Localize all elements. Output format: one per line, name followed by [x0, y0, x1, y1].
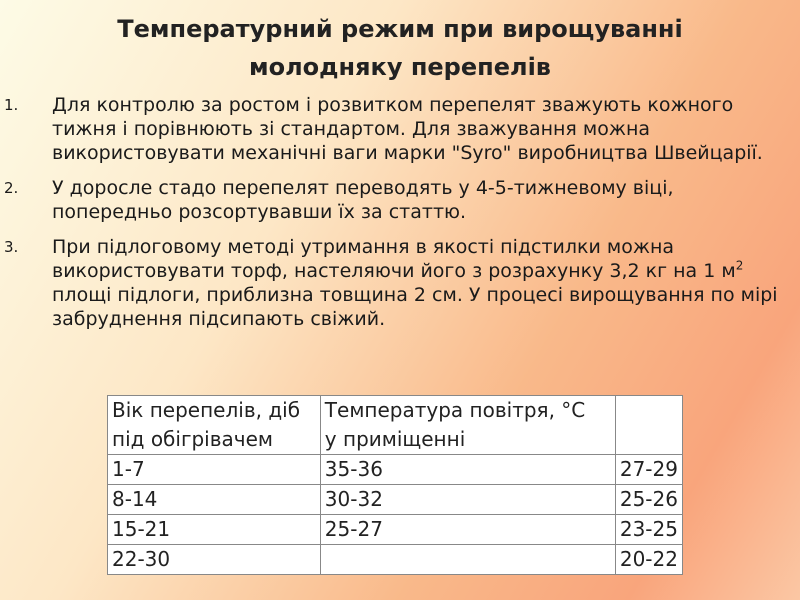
superscript: 2 [735, 258, 744, 273]
table-cell: 35-36 [320, 455, 615, 485]
list-item [0, 235, 800, 331]
slide-title [0, 10, 800, 86]
table-cell: 15-21 [108, 515, 321, 545]
list-item [0, 93, 800, 165]
header-cell-temperature [320, 396, 615, 455]
table-cell: 20-22 [615, 545, 682, 575]
table-row [108, 545, 683, 575]
list-item-text: Для контролю за ростом і розвитком перепелят зважують кожного тижня і порівнюють зі стандартом. Для зважування можна використовувати механічні ваги марки "Syro" виробництва Швейцарії. [52, 94, 763, 164]
list-item-number: 1. [4, 96, 19, 114]
table-cell: 27-29 [615, 455, 682, 485]
header-cell-empty [615, 396, 682, 455]
list-item-text-part: площі підлоги, приблизна товщина 2 см. У процесі вирощування по мірі забруднення підсипають свіжий. [52, 284, 778, 330]
header-cell-line: під обігрівачем [112, 427, 273, 451]
table-row [108, 485, 683, 515]
table-cell: 8-14 [108, 485, 321, 515]
list-item-number: 2. [4, 179, 19, 197]
header-cell-line: Температура повітря, °С [324, 398, 586, 422]
table-cell [320, 545, 615, 575]
list-item-text-part: При підлоговому методі утримання в якості підстилки можна використовувати торф, настеляючи його з розрахунку 3,2 кг на 1 м [52, 236, 736, 282]
table-cell: 23-25 [615, 515, 682, 545]
list-item-number: 3. [4, 238, 19, 256]
table-cell: 25-26 [615, 485, 682, 515]
temperature-table [107, 395, 683, 575]
header-cell-age [108, 396, 321, 455]
table-cell: 25-27 [320, 515, 615, 545]
numbered-list [0, 93, 800, 331]
title-line-1: Температурний режим при вирощуванні [117, 15, 683, 43]
title-line-2: молодняку перепелів [248, 53, 551, 81]
table-cell: 30-32 [320, 485, 615, 515]
list-item-text: У доросле стадо перепелят переводять у 4-5-тижневому віці, попередньо розсортувавши їх за статтю. [52, 177, 674, 223]
header-cell-line: у приміщенні [324, 427, 466, 451]
list-item-text [52, 236, 778, 330]
header-cell-line: Вік перепелів, діб [112, 398, 301, 422]
table-row [108, 455, 683, 485]
table-cell: 1-7 [108, 455, 321, 485]
table-row [108, 515, 683, 545]
list-item [0, 176, 800, 224]
table-cell: 22-30 [108, 545, 321, 575]
